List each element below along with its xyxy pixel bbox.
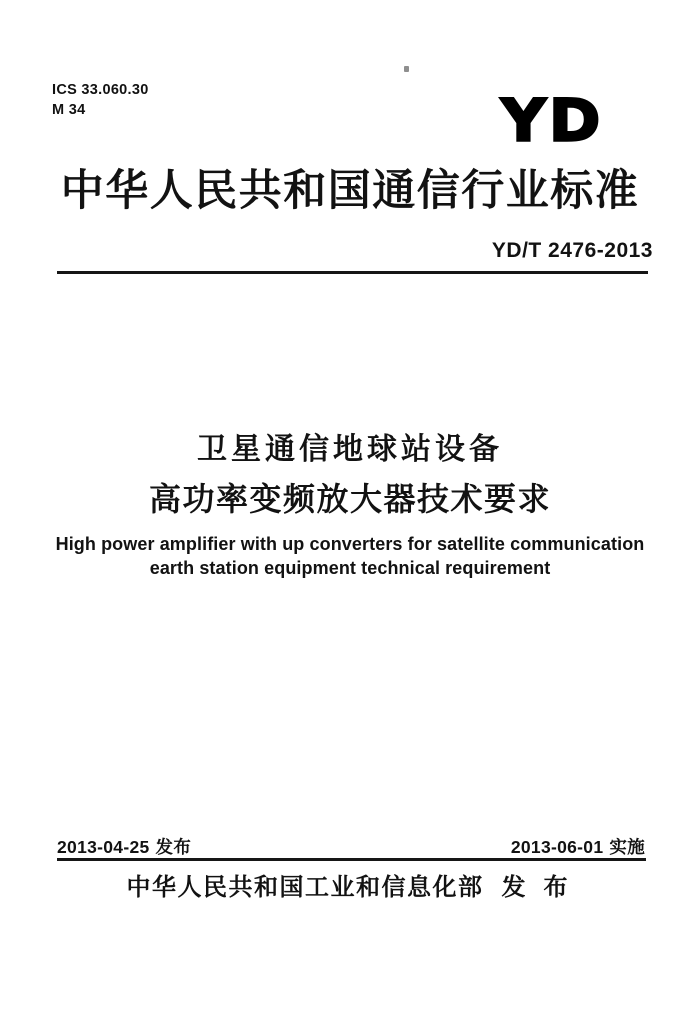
- implement-date-value: 2013-06-01: [510, 837, 604, 857]
- publish-action-label: 发 布: [501, 875, 574, 901]
- issue-date: [57, 834, 191, 859]
- title-cn-line1: 卫星通信地球站设备: [197, 433, 503, 466]
- issue-date-label: 发布: [155, 837, 192, 857]
- title-en-line2: earth station equipment technical requirement: [149, 557, 551, 578]
- standard-category-title: 中华人民共和国通信行业标准: [60, 167, 640, 215]
- scan-speck: [404, 66, 409, 72]
- footer-divider-line: [57, 858, 646, 861]
- header-divider-line: [57, 271, 648, 274]
- title-en: [0, 533, 700, 581]
- yd-logo: YD: [501, 86, 604, 155]
- implement-date: [511, 834, 645, 859]
- ics-block: [52, 80, 149, 121]
- publisher-name: 中华人民共和国工业和信息化部: [126, 875, 484, 901]
- standard-number: YD/T 2476-2013: [491, 239, 653, 262]
- ics-code: ICS 33.060.30: [52, 82, 149, 98]
- publisher-line: [0, 867, 700, 902]
- issue-date-value: 2013-04-25: [57, 837, 150, 857]
- dates-row: [57, 834, 645, 859]
- title-en-line1: High power amplifier with up converters for satellite communication: [55, 534, 645, 554]
- title-cn-line2: 高功率变频放大器技术要求: [148, 481, 551, 517]
- doc-class-code: M 34: [52, 102, 86, 119]
- implement-date-label: 实施: [609, 837, 645, 857]
- title-block: [0, 424, 700, 581]
